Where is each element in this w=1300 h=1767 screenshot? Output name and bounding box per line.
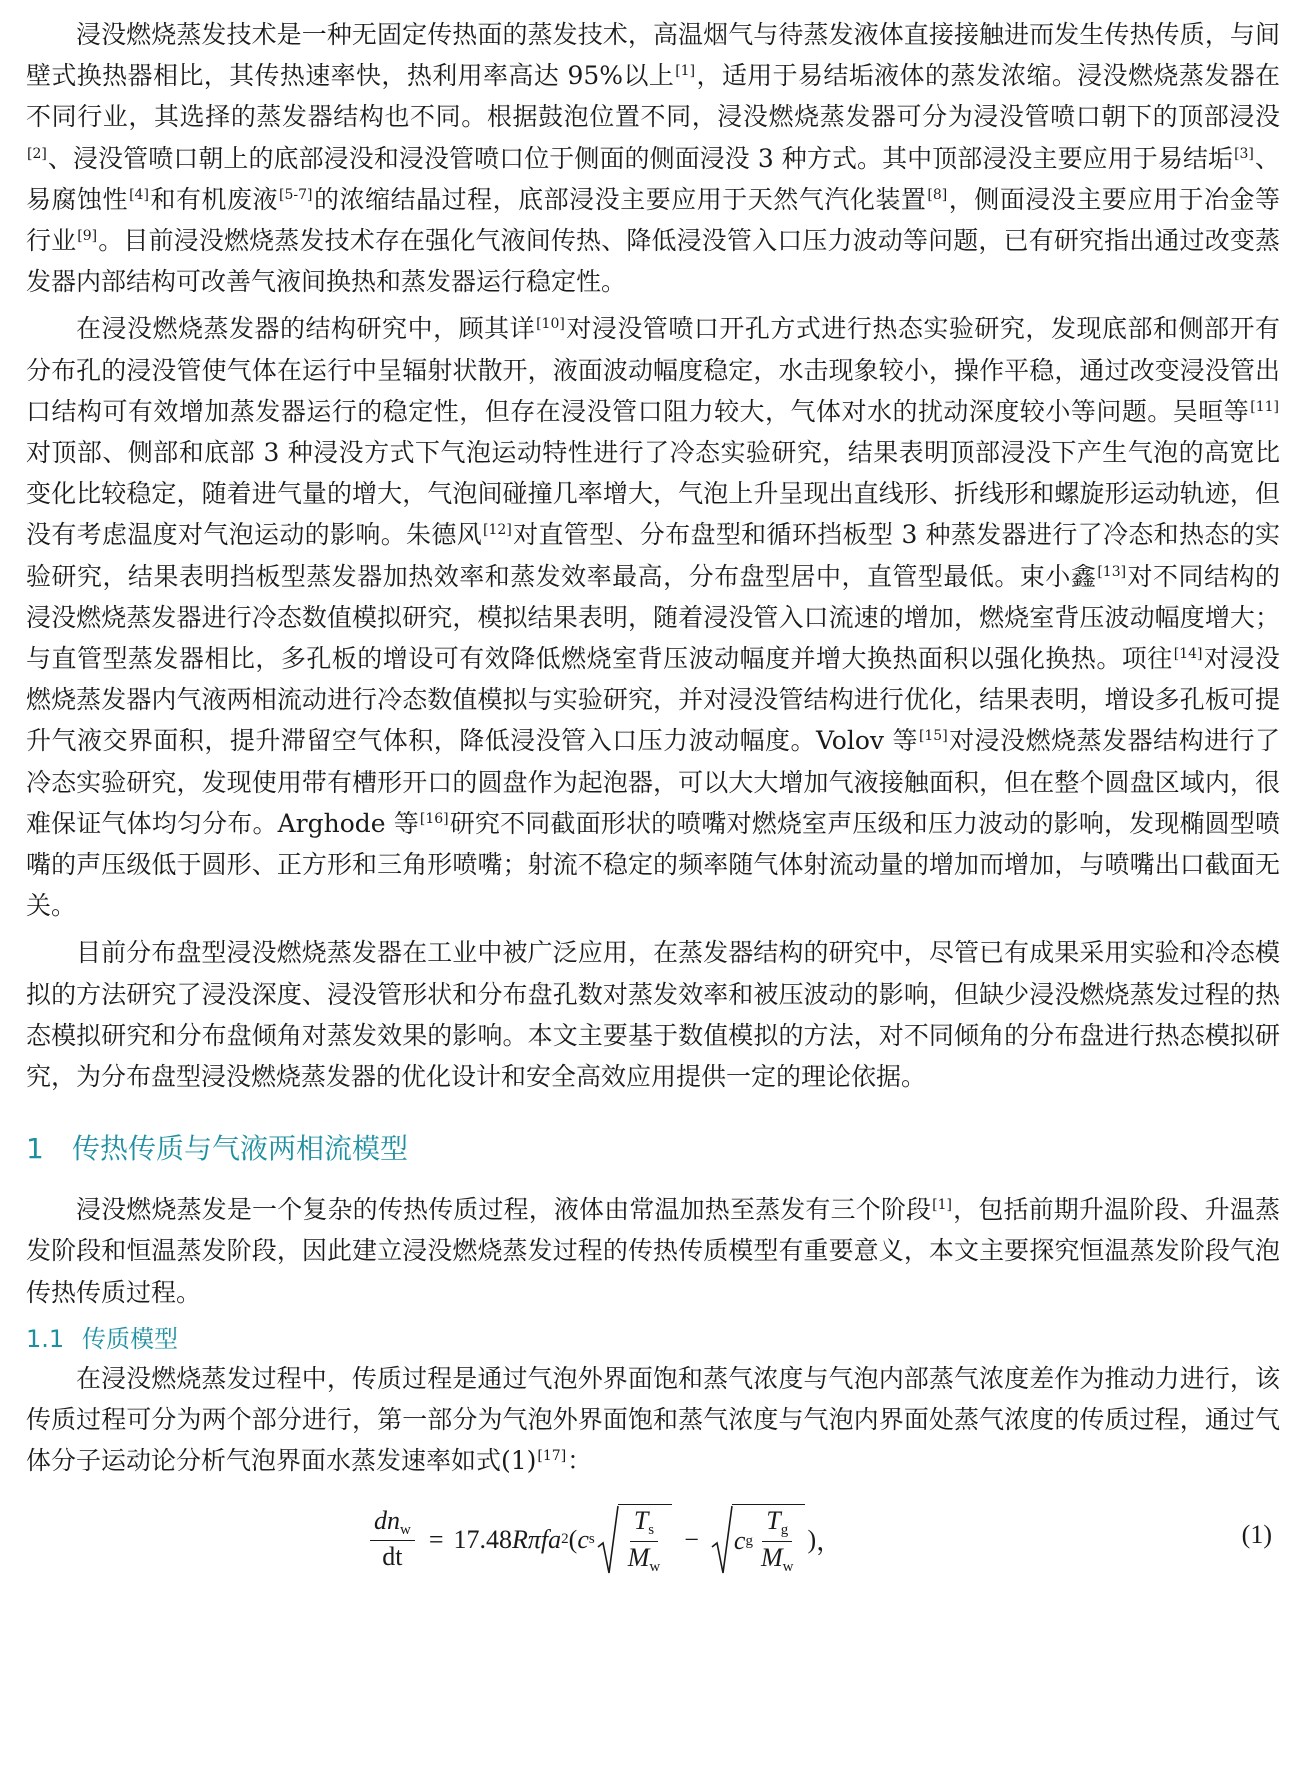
text-run: ，侧面浸没主要应用于冶金等行业 xyxy=(26,184,1280,256)
subsection-title: 传质模型 xyxy=(82,1324,178,1353)
text-run: ，包括前期升温阶段、升温蒸发阶段和恒温蒸发阶段，因此建立浸没燃烧蒸发过程的传热传质模型有重要意义，本文主要探究恒温蒸发阶段气泡传热传质过程。 xyxy=(26,1195,1280,1307)
text-run: 目前分布盘型浸没燃烧蒸发器在工业中被广泛应用，在蒸发器结构的研究中，尽管已有成果采用实验和冷态模拟的方法研究了浸没深度、浸没管形状和分布盘孔数对蒸发效率和被压波动的影响，但缺少浸没燃烧蒸发过程的热态模拟研究和分布盘倾角对蒸发效果的影响。本文主要基于数值模拟的方法，对不同倾角的分布盘进行热态模拟研究，为分布盘型浸没燃烧蒸发器的优化设计和安全高效应用提供一定的理论依据。 xyxy=(26,938,1280,1092)
factors: Rπfa xyxy=(512,1524,562,1554)
citation-ref: [14] xyxy=(1173,646,1203,663)
lhs-fraction: $\frac{dn_w}{dt}$ xyxy=(370,1507,415,1572)
equation-number: (1) xyxy=(1241,1519,1272,1549)
text-run: 和有机废液 xyxy=(149,184,279,214)
section-heading-1 xyxy=(26,1127,1280,1167)
citation-ref: [4] xyxy=(129,186,149,203)
sqrt-term-2: c g $\frac{T_g}{M_w}$ xyxy=(711,1504,806,1575)
equation-1 xyxy=(26,1490,1280,1590)
citation-ref: [12] xyxy=(483,522,512,539)
citation-ref: [1] xyxy=(932,1197,953,1214)
citation-ref: [13] xyxy=(1097,563,1127,580)
paragraph-intro-3 xyxy=(26,932,1280,1097)
citation-ref: [5-7] xyxy=(279,186,313,203)
equation-body: $\frac{dn_w}{dt}$ = 17.48 Rπfa 2 ( c s $\frac{T_s}{M_w}$ − c g $\frac{T_g}{M_w}$ ) ， xyxy=(366,1490,842,1590)
citation-ref: [8] xyxy=(927,186,948,203)
text-run: ： xyxy=(567,1446,593,1476)
section-title: 传热传质与气液两相流模型 xyxy=(72,1132,409,1166)
text-run: 的浓缩结晶过程，底部浸没主要应用于天然气汽化装置 xyxy=(313,184,927,214)
citation-ref: [9] xyxy=(77,228,98,245)
minus-sign: − xyxy=(684,1524,699,1554)
text-run: 浸没燃烧蒸发技术是一种无固定传热面的蒸发技术，高温烟气与待蒸发液体直接接触进而发生传热传质，与间壁式换热器相比，其传热速率快，热利用率高达 95%以上 xyxy=(26,20,1280,91)
text-run: 。目前浸没燃烧蒸发技术存在强化气液间传热、降低浸没管入口压力波动等问题，已有研究指出通过改变蒸发器内部结构可改善气液间换热和蒸发器运行稳定性。 xyxy=(26,226,1280,297)
equals-sign: = xyxy=(428,1524,444,1554)
text-run: 、浸没管喷口朝上的底部浸没和浸没管喷口位于侧面的侧面浸没 3 种方式。其中顶部浸没主要应用于易结垢 xyxy=(47,143,1234,173)
citation-ref: [3] xyxy=(1234,145,1254,162)
text-run: 在浸没燃烧蒸发器的结构研究中，顾其详 xyxy=(76,314,536,344)
text-run: 对浸没燃烧蒸发器结构进行了冷态实验研究，发现使用带有槽形开口的圆盘作为起泡器，可以大大增加气液接触面积，但在整个圆盘区域内，很难保证气体均匀分布。Arghode 等 xyxy=(26,726,1280,838)
section-number: 1 xyxy=(26,1132,44,1166)
subsection-heading-1-1 xyxy=(26,1319,1280,1354)
paragraph-subsection-1-1 xyxy=(26,1358,1280,1482)
page-content xyxy=(26,14,1280,1590)
coefficient: 17.48 xyxy=(453,1524,513,1554)
text-run: ，适用于易结垢液体的蒸发浓缩。浸没燃烧蒸发器在不同行业，其选择的蒸发器结构也不同。根据鼓泡位置不同，浸没燃烧蒸发器可分为浸没管喷口朝下的顶部浸没 xyxy=(26,61,1280,132)
text-run: 、易腐蚀性 xyxy=(26,143,1280,214)
text-run: 浸没燃烧蒸发是一个复杂的传热传质过程，液体由常温加热至蒸发有三个阶段 xyxy=(76,1195,932,1225)
citation-ref: [11] xyxy=(1250,398,1279,415)
subsection-number: 1.1 xyxy=(26,1324,65,1353)
text-run: 研究不同截面形状的喷嘴对燃烧室声压级和压力波动的影响，发现椭圆型喷嘴的声压级低于圆形、正方形和三角形喷嘴；射流不稳定的频率随气体射流动量的增加而增加，与喷嘴出口截面无关。 xyxy=(26,808,1280,921)
citation-ref: [15] xyxy=(918,728,948,745)
citation-ref: [17] xyxy=(537,1448,567,1465)
text-run: 在浸没燃烧蒸发过程中，传质过程是通过气泡外界面饱和蒸气浓度与气泡内部蒸气浓度差作为推动力进行，该传质过程可分为两个部分进行，第一部分为气泡外界面饱和蒸气浓度与气泡内界面处蒸气浓度的传质过程，通过气体分子运动论分析气泡界面水蒸发速率如式(1) xyxy=(26,1363,1280,1476)
paragraph-intro-1 xyxy=(26,14,1280,302)
text-run: 对不同结构的浸没燃烧蒸发器进行冷态数值模拟研究，模拟结果表明，随着浸没管入口流速的增加，燃烧室背压波动幅度增大；与直管型蒸发器相比，多孔板的增设可有效降低燃烧室背压波动幅度并增大换热面积以强化换热。项往 xyxy=(26,561,1280,674)
paragraph-intro-2 xyxy=(26,308,1280,926)
text-run: 对浸没燃烧蒸发器内气液两相流动进行冷态数值模拟与实验研究，并对浸没管结构进行优化，结果表明，增设多孔板可提升气液交界面积，提升滞留空气体积，降低浸没管入口压力波动幅度。Volov 等 xyxy=(26,644,1280,756)
citation-ref: [16] xyxy=(419,810,449,827)
citation-ref: [1] xyxy=(675,63,696,80)
text-run: 对浸没管喷口开孔方式进行热态实验研究，发现底部和侧部开有分布孔的浸没管使气体在运行中呈辐射状散开，液面波动幅度稳定，水击现象较小，操作平稳，通过改变浸没管出口结构可有效增加蒸发器运行的稳定性，但存在浸没管口阻力较大，气体对水的扰动深度较小等问题。吴晅等 xyxy=(26,314,1280,426)
text-run: 对直管型、分布盘型和循环挡板型 3 种蒸发器进行了冷态和热态的实验研究，结果表明挡板型蒸发器加热效率和蒸发效率最高，分布盘型居中，直管型最低。束小鑫 xyxy=(26,520,1280,591)
citation-ref: [2] xyxy=(27,145,47,162)
paragraph-section-1 xyxy=(26,1189,1280,1313)
citation-ref: [10] xyxy=(536,316,565,333)
text-run: 对顶部、侧部和底部 3 种浸没方式下气泡运动特性进行了冷态实验研究，结果表明顶部浸没下产生气泡的高宽比变化比较稳定，随着进气量的增大，气泡间碰撞几率增大，气泡上升呈现出直线形、折线形和螺旋形运动轨迹，但没有考虑温度对气泡运动的影响。朱德风 xyxy=(26,438,1280,550)
sqrt-term-1: $\frac{T_s}{M_w}$ xyxy=(597,1504,673,1575)
